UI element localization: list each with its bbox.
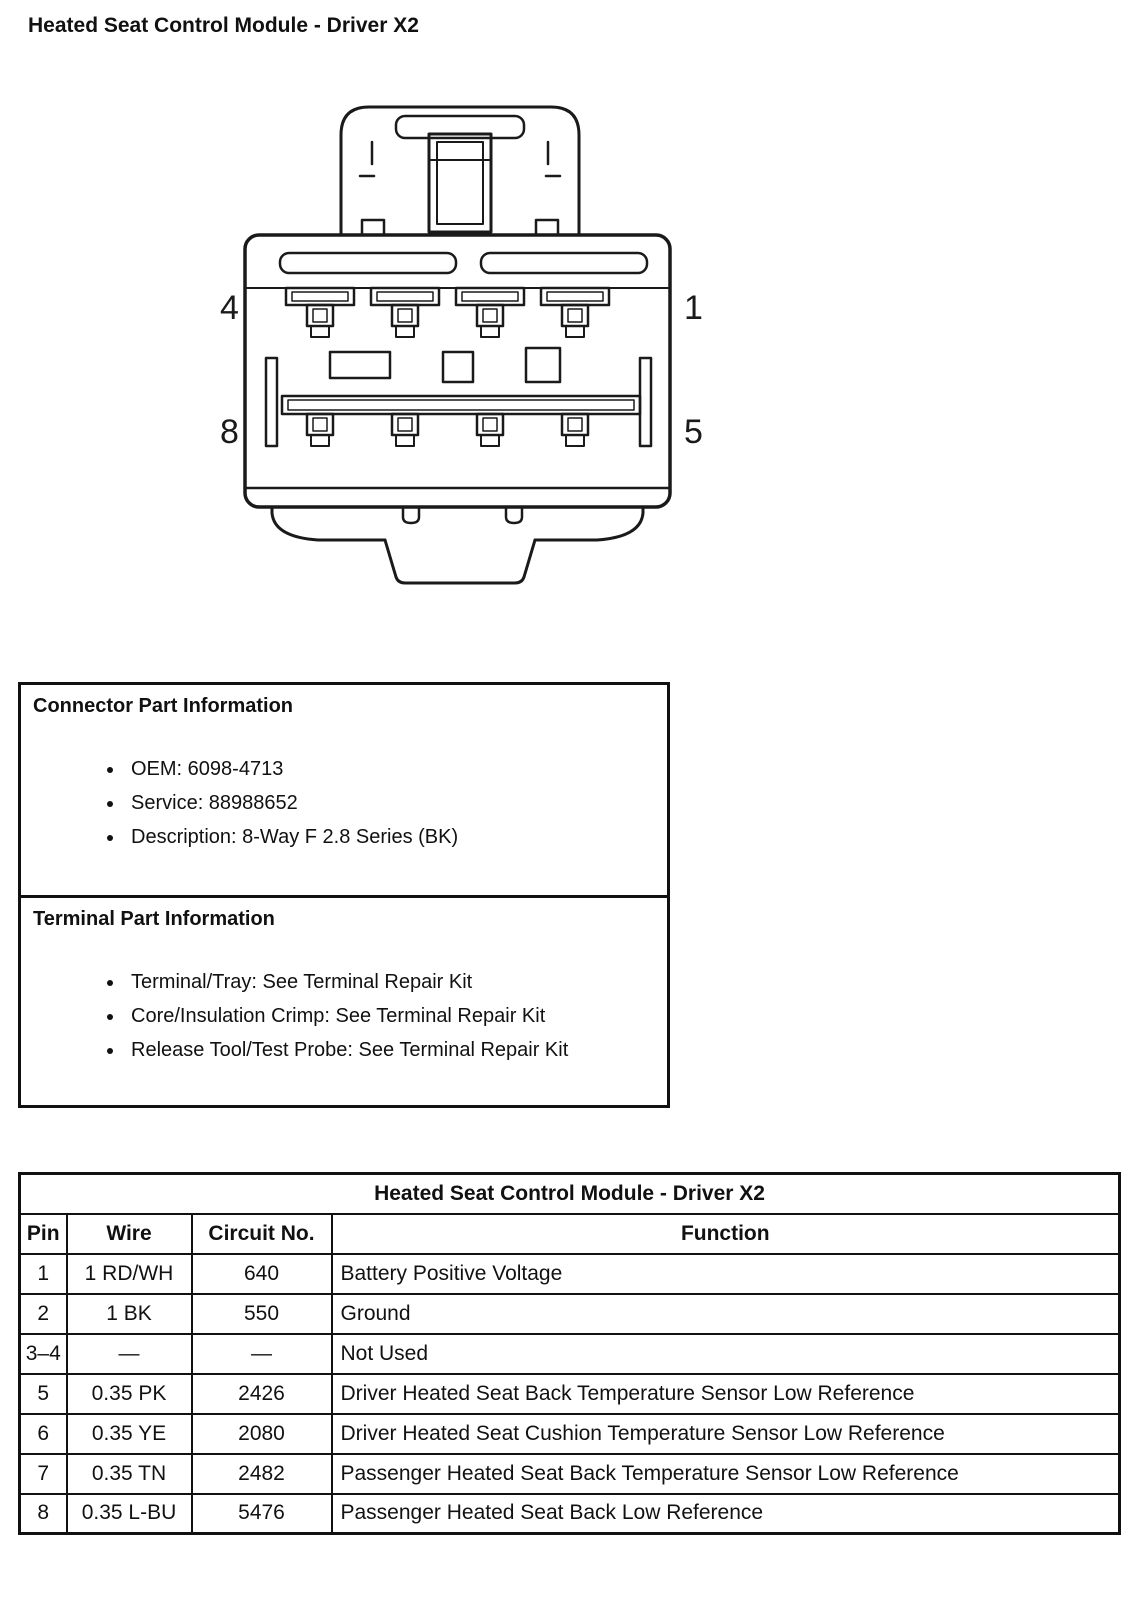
column-header-pin: Pin [20, 1214, 67, 1254]
connector-drawing [200, 90, 720, 600]
info-item: • Release Tool/Test Probe: See Terminal Repair Kit [125, 1039, 655, 1062]
table-row [20, 1374, 1120, 1414]
function-cell: Ground [332, 1294, 1120, 1334]
table-row [20, 1334, 1120, 1374]
info-item: • OEM: 6098-4713 [125, 758, 655, 781]
table-row [20, 1494, 1120, 1534]
pinout-table [18, 1172, 1121, 1535]
pin-cell: 5 [20, 1374, 67, 1414]
connector-part-info-box [21, 685, 667, 895]
table-row [20, 1454, 1120, 1494]
column-header-function: Function [332, 1214, 1120, 1254]
circuit-cell: 2482 [192, 1454, 332, 1494]
wire-cell: 1 RD/WH [67, 1254, 192, 1294]
circuit-cell: 640 [192, 1254, 332, 1294]
function-cell: Driver Heated Seat Cushion Temperature Sensor Low Reference [332, 1414, 1120, 1454]
function-cell: Driver Heated Seat Back Temperature Sensor Low Reference [332, 1374, 1120, 1414]
info-item: • Description: 8-Way F 2.8 Series (BK) [125, 826, 655, 849]
wire-cell: 0.35 PK [67, 1374, 192, 1414]
wire-cell: — [67, 1334, 192, 1374]
pin-label-bottom-right: 5 [684, 413, 703, 451]
connector-part-info-list [33, 758, 655, 849]
table-title-row [20, 1174, 1120, 1214]
circuit-cell: 2080 [192, 1414, 332, 1454]
terminal-part-info-heading: Terminal Part Information [33, 908, 275, 930]
pin-cell: 8 [20, 1494, 67, 1534]
pin-cell: 1 [20, 1254, 67, 1294]
info-item: • Core/Insulation Crimp: See Terminal Repair Kit [125, 1005, 655, 1028]
circuit-cell: 2426 [192, 1374, 332, 1414]
connector-outline [245, 107, 670, 583]
pin-callouts [220, 289, 703, 451]
circuit-cell: 550 [192, 1294, 332, 1334]
pin-label-top-left: 4 [220, 289, 239, 327]
table-row [20, 1254, 1120, 1294]
column-header-circuit: Circuit No. [192, 1214, 332, 1254]
function-cell: Passenger Heated Seat Back Temperature Sensor Low Reference [332, 1454, 1120, 1494]
terminal-part-info-list [33, 971, 655, 1062]
pin-label-top-right: 1 [684, 289, 703, 327]
pin-label-bottom-left: 8 [220, 413, 239, 451]
circuit-cell: 5476 [192, 1494, 332, 1534]
function-cell: Battery Positive Voltage [332, 1254, 1120, 1294]
part-information-panel [18, 682, 670, 1108]
info-item: • Service: 88988652 [125, 792, 655, 815]
page-title: Heated Seat Control Module - Driver X2 [28, 14, 419, 37]
table-row [20, 1294, 1120, 1334]
pin-cell: 6 [20, 1414, 67, 1454]
column-header-wire: Wire [67, 1214, 192, 1254]
wire-cell: 0.35 L-BU [67, 1494, 192, 1534]
pin-cell: 2 [20, 1294, 67, 1334]
pin-cell: 3–4 [20, 1334, 67, 1374]
pin-cell: 7 [20, 1454, 67, 1494]
info-item: • Terminal/Tray: See Terminal Repair Kit [125, 971, 655, 994]
wire-cell: 1 BK [67, 1294, 192, 1334]
table-header-row [20, 1214, 1120, 1254]
table-title: Heated Seat Control Module - Driver X2 [20, 1174, 1120, 1214]
wire-cell: 0.35 TN [67, 1454, 192, 1494]
terminal-part-info-box [21, 895, 667, 1105]
table-row [20, 1414, 1120, 1454]
function-cell: Passenger Heated Seat Back Low Reference [332, 1494, 1120, 1534]
circuit-cell: — [192, 1334, 332, 1374]
wire-cell: 0.35 YE [67, 1414, 192, 1454]
connector-part-info-heading: Connector Part Information [33, 695, 294, 717]
connector-diagram [200, 90, 720, 605]
function-cell: Not Used [332, 1334, 1120, 1374]
